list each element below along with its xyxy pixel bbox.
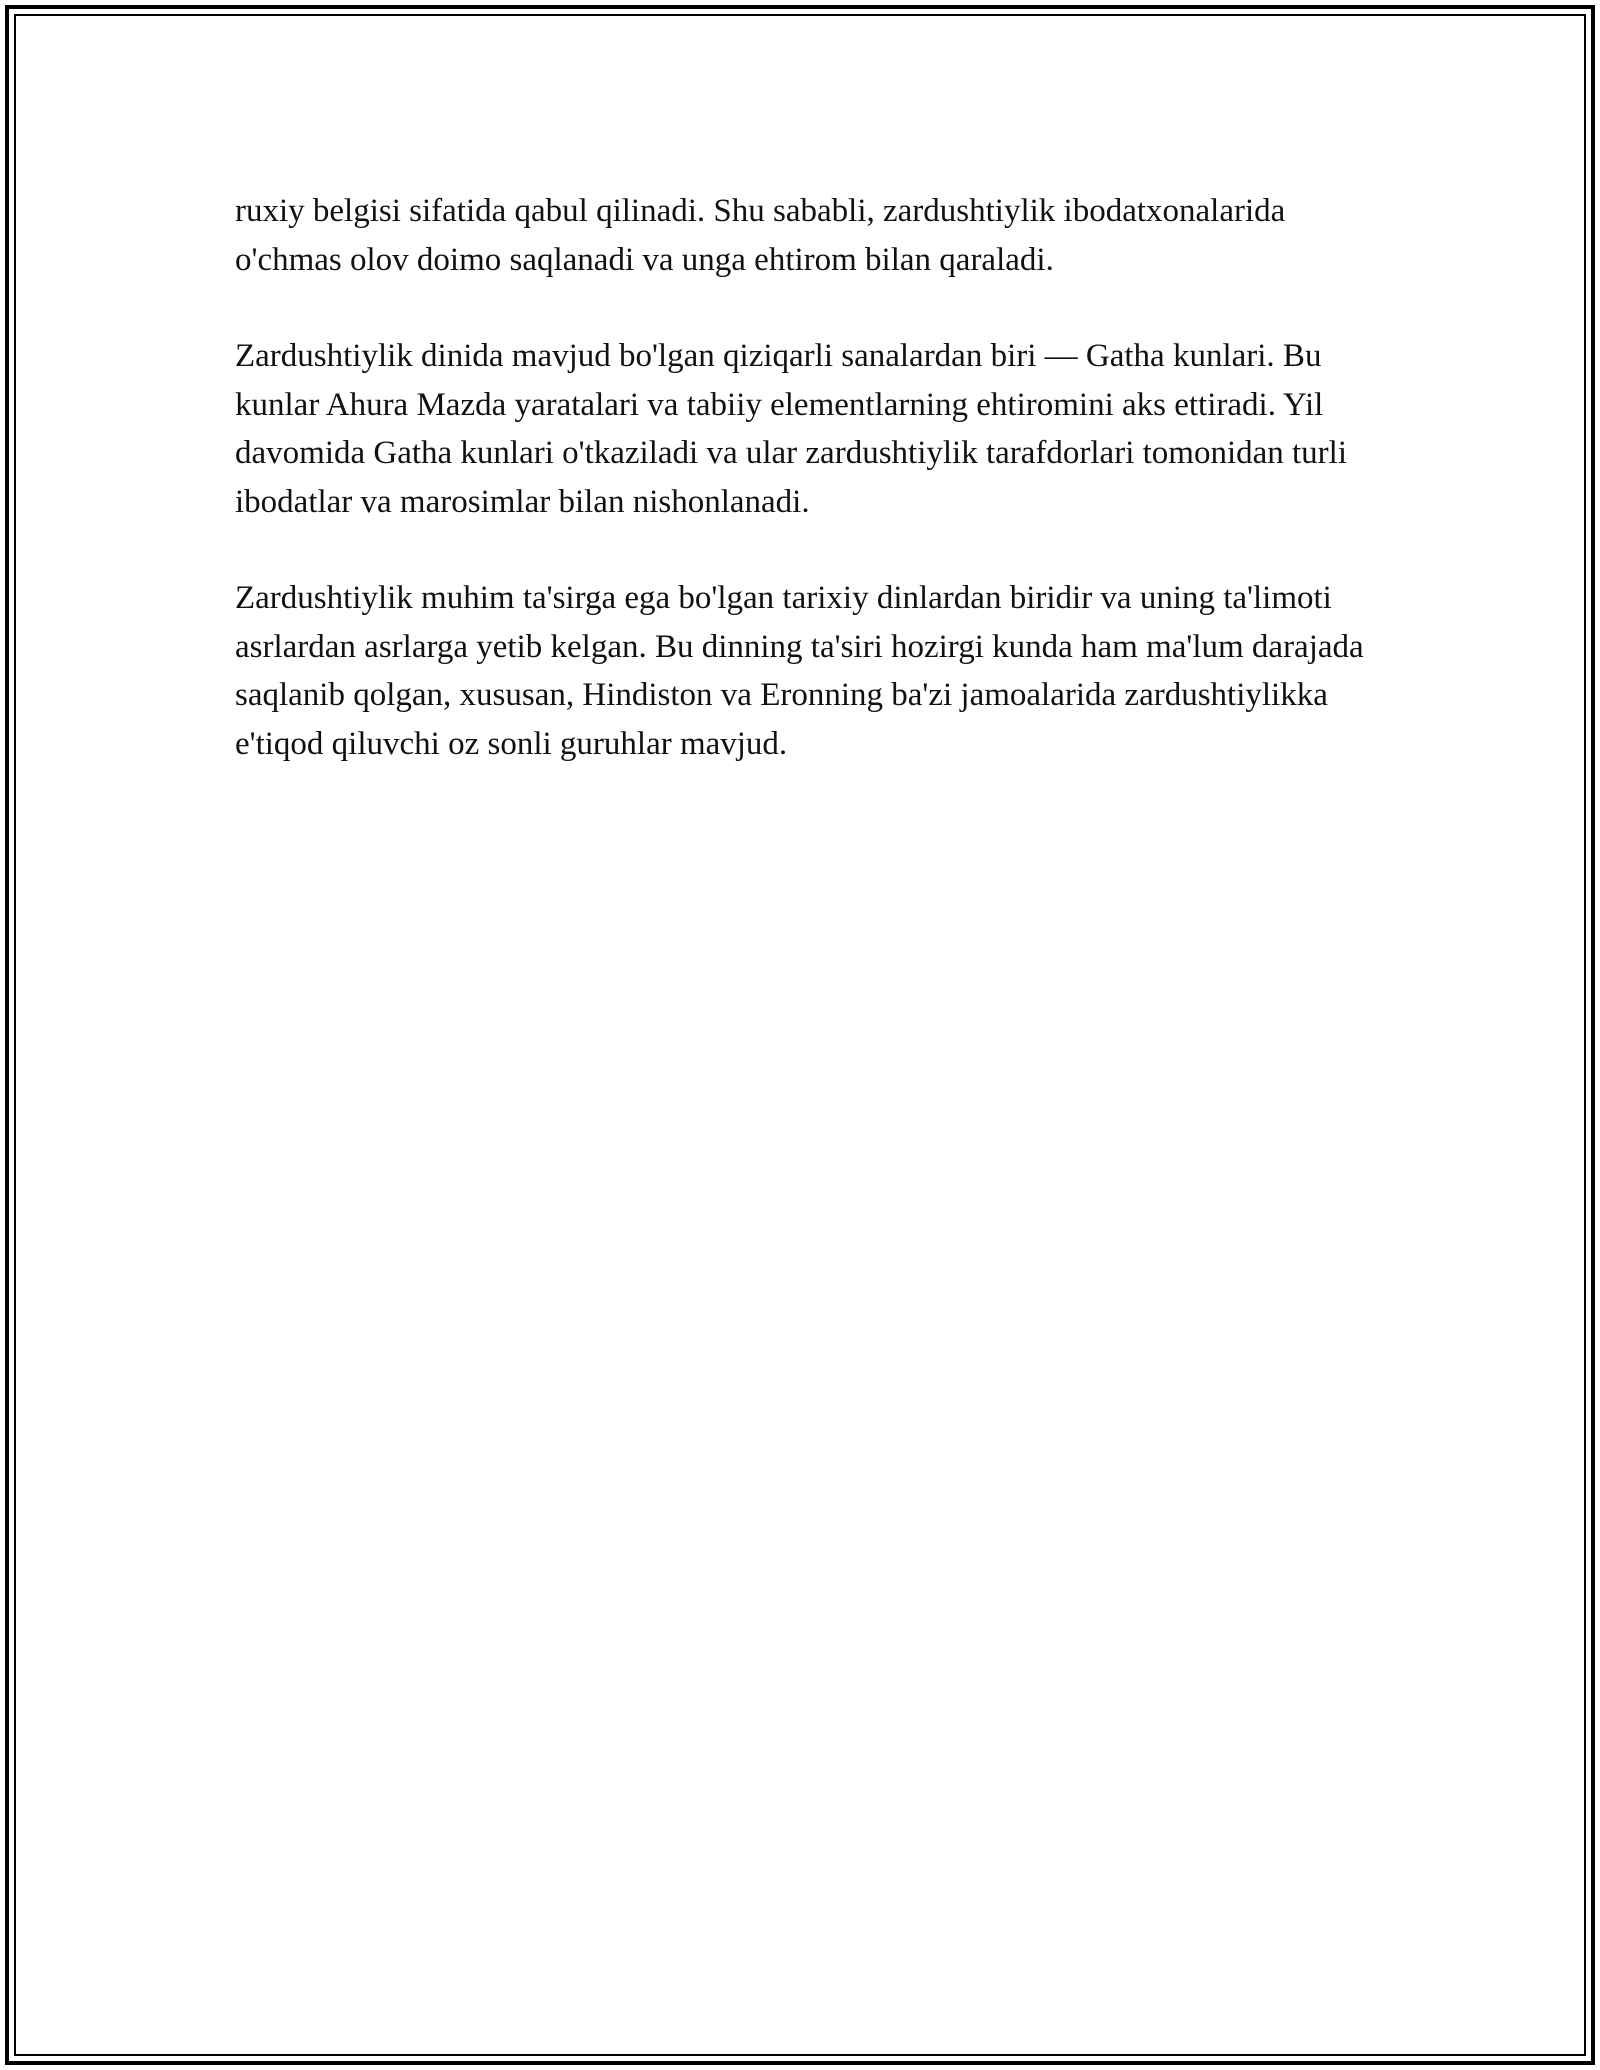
paragraph-3: Zardushtiylik muhim ta'sirga ega bo'lgan tarixiy dinlardan biridir va uning ta'limoti asrlardan asrlarga yetib kelgan. Bu dinning ta'siri hozirgi kunda ham ma'lum darajada saqlanib qolgan, xususan, Hindiston va Eronning ba'zi jamoalarida zardushtiylikka e'tiqod qiluvchi oz sonli guruhlar mavjud. [235, 580, 1364, 762]
paragraph-2: Zardushtiylik dinida mavjud bo'lgan qiziqarli sanalardan biri — Gatha kunlari. Bu kunlar Ahura Mazda yaratalari va tabiiy elementlarning ehtiromini aks ettiradi. Yil davomida Gatha kunlari o'tkaziladi va ular zardushtiylik tarafdorlari tomonidan turli ibodatlar va marosimlar bilan nishonlanadi. [235, 338, 1348, 520]
document-body [235, 187, 1365, 816]
paragraph-1: ruxiy belgisi sifatida qabul qilinadi. Shu sababli, zardushtiylik ibodatxonalarida o'chmas olov doimo saqlanadi va unga ehtirom bilan qaraladi. [235, 193, 1286, 278]
